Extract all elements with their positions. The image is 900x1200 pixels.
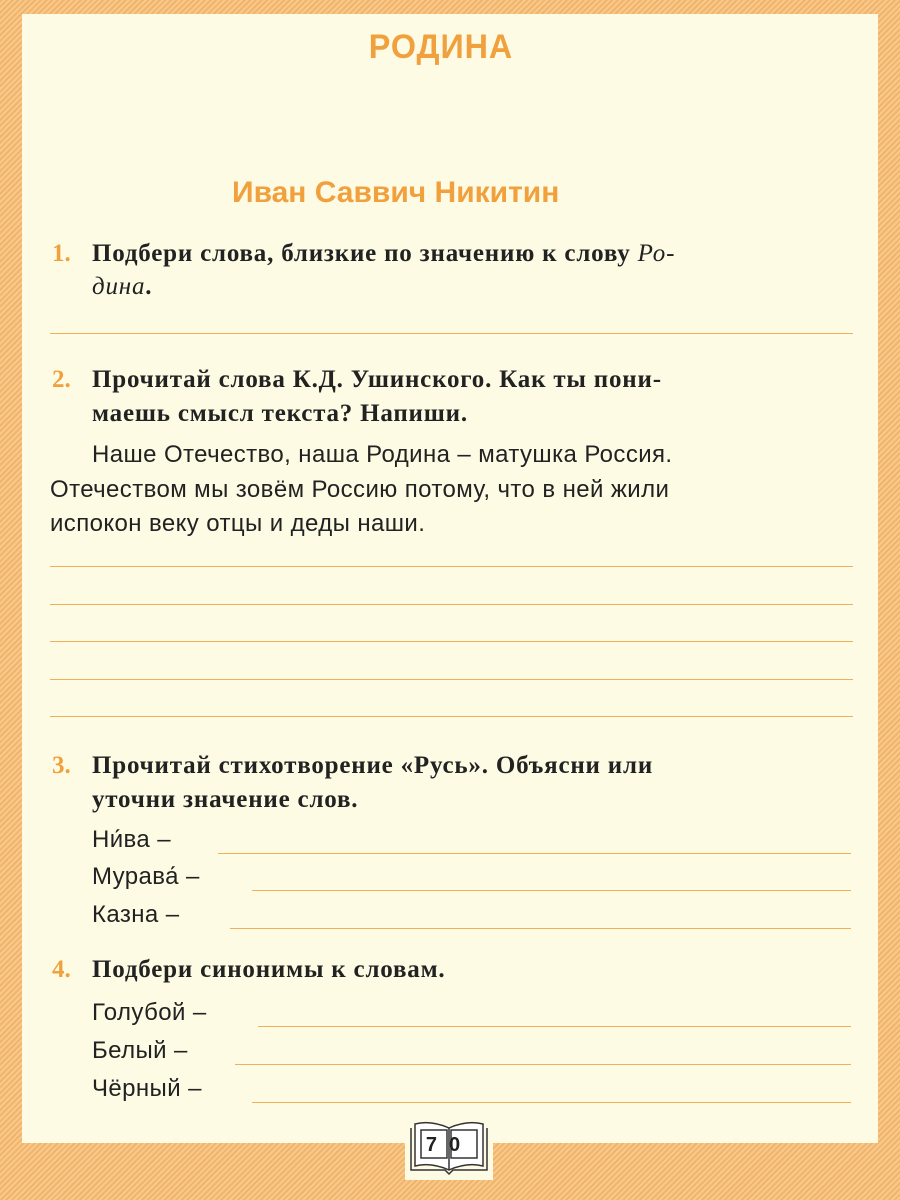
task-text-line: маешь смысл текста? Напиши. bbox=[92, 400, 468, 427]
quote-line: испокон веку отцы и деды наши. bbox=[50, 510, 426, 537]
task-text-line: уточни значение слов. bbox=[92, 786, 359, 813]
quote-line: Отечеством мы зовём Россию потому, что в ней жили bbox=[50, 476, 670, 503]
answer-line[interactable] bbox=[50, 566, 853, 567]
answer-line[interactable] bbox=[50, 604, 853, 605]
author-heading: Иван Саввич Никитин bbox=[232, 176, 560, 209]
word-label: Казна – bbox=[92, 901, 180, 928]
task-text-italic: дина bbox=[92, 273, 146, 300]
task-text-line: Подбери слова, близкие по значению к слову bbox=[92, 240, 631, 267]
task-text bbox=[92, 273, 152, 301]
task-number: 4. bbox=[52, 956, 71, 983]
task-number: 2. bbox=[52, 366, 71, 393]
answer-line[interactable] bbox=[252, 890, 851, 891]
task-text-line: Прочитай слова К.Д. Ушинского. Как ты пони- bbox=[92, 366, 662, 393]
answer-line[interactable] bbox=[218, 853, 851, 854]
word-label: Ни́ва – bbox=[92, 826, 171, 853]
task-number: 3. bbox=[52, 752, 71, 779]
page-title: РОДИНА bbox=[368, 28, 514, 66]
word-label: Мурава́ – bbox=[92, 863, 200, 890]
word-label: Чёрный – bbox=[92, 1075, 202, 1102]
answer-line[interactable] bbox=[50, 641, 853, 642]
open-book-icon bbox=[405, 1118, 493, 1180]
task-number: 1. bbox=[52, 240, 71, 267]
answer-line[interactable] bbox=[258, 1026, 851, 1027]
answer-line[interactable] bbox=[50, 679, 853, 680]
answer-line[interactable] bbox=[50, 333, 853, 334]
answer-line[interactable] bbox=[252, 1102, 851, 1103]
answer-line[interactable] bbox=[230, 928, 851, 929]
task-text-italic: Ро- bbox=[637, 240, 676, 267]
word-label: Белый – bbox=[92, 1037, 188, 1064]
task-text-line: . bbox=[145, 273, 153, 300]
answer-line[interactable] bbox=[50, 716, 853, 717]
task-text-line: Прочитай стихотворение «Русь». Объясни или bbox=[92, 752, 654, 779]
word-label: Голубой – bbox=[92, 999, 207, 1026]
quote-line: Наше Отечество, наша Родина – матушка Россия. bbox=[92, 441, 673, 468]
page-number: 70 bbox=[425, 1134, 473, 1156]
task-text-line: Подбери синонимы к словам. bbox=[92, 956, 446, 983]
answer-line[interactable] bbox=[235, 1064, 851, 1065]
task-text bbox=[92, 240, 675, 268]
